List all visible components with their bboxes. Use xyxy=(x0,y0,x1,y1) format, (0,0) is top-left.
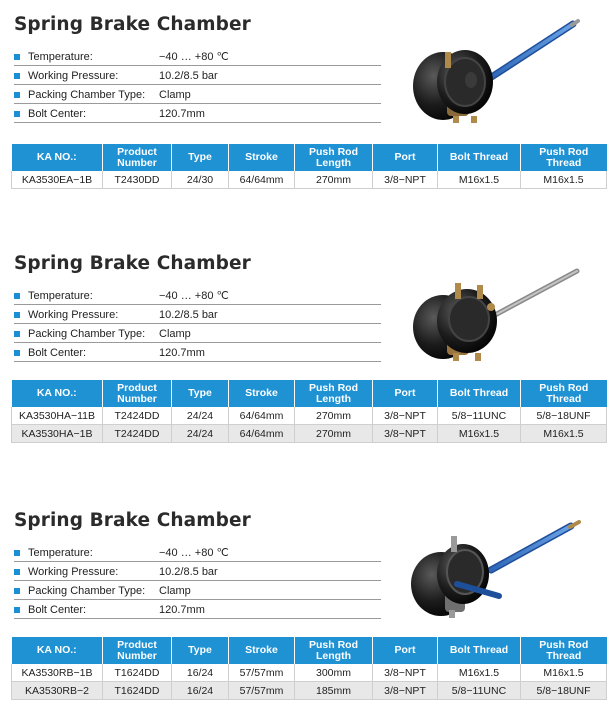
spec-table xyxy=(11,144,607,189)
spec-list xyxy=(14,49,381,125)
column-header: Product Number xyxy=(103,380,172,407)
square-bullet-icon xyxy=(14,588,20,594)
brake-chamber-photo xyxy=(395,512,605,620)
spec-label: Packing Chamber Type: xyxy=(28,89,146,101)
table-cell: 64/64mm xyxy=(229,425,295,443)
table-row xyxy=(12,171,607,189)
table-cell: M16x1.5 xyxy=(521,425,607,443)
table-header-row xyxy=(12,637,607,664)
spec-value: −40 … +80 ℃ xyxy=(159,290,229,302)
column-header: Push Rod Thread xyxy=(521,380,607,407)
column-header: Stroke xyxy=(229,144,295,171)
square-bullet-icon xyxy=(14,569,20,575)
column-header: Port xyxy=(373,380,438,407)
table-row xyxy=(12,407,607,425)
square-bullet-icon xyxy=(14,293,20,299)
table-cell: 3/8−NPT xyxy=(373,682,438,700)
spec-label: Packing Chamber Type: xyxy=(28,585,146,597)
column-header: Push Rod Length xyxy=(295,637,373,664)
table-cell: 3/8−NPT xyxy=(373,407,438,425)
table-cell: M16x1.5 xyxy=(438,425,521,443)
table-row xyxy=(12,425,607,443)
square-bullet-icon xyxy=(14,312,20,318)
spec-value: −40 … +80 ℃ xyxy=(159,547,229,559)
column-header: Type xyxy=(172,637,229,664)
spec-label: Bolt Center: xyxy=(28,604,87,616)
table-cell: KA3530RB−1B xyxy=(12,664,103,682)
table-cell: 64/64mm xyxy=(229,171,295,189)
column-header: Stroke xyxy=(229,380,295,407)
spec-row-bolt-center xyxy=(14,106,381,123)
table-cell: T2430DD xyxy=(103,171,172,189)
brake-chamber-photo xyxy=(395,255,605,363)
spec-row-working-pressure xyxy=(14,68,381,85)
square-bullet-icon xyxy=(14,350,20,356)
table-cell: 5/8−18UNF xyxy=(521,407,607,425)
column-header: Bolt Thread xyxy=(438,637,521,664)
spec-label: Temperature: xyxy=(28,51,93,63)
square-bullet-icon xyxy=(14,73,20,79)
spec-value: Clamp xyxy=(159,89,191,101)
square-bullet-icon xyxy=(14,111,20,117)
spec-list xyxy=(14,288,381,364)
column-header: Bolt Thread xyxy=(438,380,521,407)
square-bullet-icon xyxy=(14,550,20,556)
spec-label: Bolt Center: xyxy=(28,108,87,120)
table-cell: M16x1.5 xyxy=(438,171,521,189)
spec-label: Temperature: xyxy=(28,547,93,559)
table-cell: 16/24 xyxy=(172,682,229,700)
spec-value: 120.7mm xyxy=(159,604,205,616)
section-title: Spring Brake Chamber xyxy=(14,510,251,531)
table-cell: 64/64mm xyxy=(229,407,295,425)
column-header: Stroke xyxy=(229,637,295,664)
column-header: Bolt Thread xyxy=(438,144,521,171)
table-cell: 57/57mm xyxy=(229,682,295,700)
spec-value: −40 … +80 ℃ xyxy=(159,51,229,63)
spec-value: 120.7mm xyxy=(159,108,205,120)
table-cell: KA3530EA−1B xyxy=(12,171,103,189)
square-bullet-icon xyxy=(14,92,20,98)
table-cell: 24/30 xyxy=(172,171,229,189)
column-header: KA NO.: xyxy=(12,637,103,664)
spec-value: Clamp xyxy=(159,585,191,597)
table-row xyxy=(12,682,607,700)
table-cell: 5/8−18UNF xyxy=(521,682,607,700)
spec-value: 10.2/8.5 bar xyxy=(159,309,218,321)
table-cell: 57/57mm xyxy=(229,664,295,682)
column-header: Product Number xyxy=(103,144,172,171)
table-cell: KA3530HA−11B xyxy=(12,407,103,425)
spec-table xyxy=(11,380,607,443)
spec-value: Clamp xyxy=(159,328,191,340)
spec-row-temperature xyxy=(14,288,381,305)
table-cell: 270mm xyxy=(295,171,373,189)
spec-list xyxy=(14,545,381,621)
table-cell: 270mm xyxy=(295,407,373,425)
column-header: Push Rod Thread xyxy=(521,637,607,664)
table-cell: 3/8−NPT xyxy=(373,664,438,682)
table-cell: 24/24 xyxy=(172,425,229,443)
spec-value: 10.2/8.5 bar xyxy=(159,70,218,82)
section-title: Spring Brake Chamber xyxy=(14,14,251,35)
spec-label: Temperature: xyxy=(28,290,93,302)
table-cell: 185mm xyxy=(295,682,373,700)
column-header: Push Rod Length xyxy=(295,380,373,407)
table-cell: T1624DD xyxy=(103,664,172,682)
table-cell: 16/24 xyxy=(172,664,229,682)
spec-label: Working Pressure: xyxy=(28,309,119,321)
spec-label: Packing Chamber Type: xyxy=(28,328,146,340)
table-cell: 5/8−11UNC xyxy=(438,407,521,425)
square-bullet-icon xyxy=(14,54,20,60)
table-cell: 5/8−11UNC xyxy=(438,682,521,700)
spec-label: Working Pressure: xyxy=(28,566,119,578)
table-cell: T2424DD xyxy=(103,425,172,443)
spec-row-working-pressure xyxy=(14,307,381,324)
column-header: Push Rod Length xyxy=(295,144,373,171)
column-header: KA NO.: xyxy=(12,380,103,407)
table-cell: T2424DD xyxy=(103,407,172,425)
table-cell: KA3530HA−1B xyxy=(12,425,103,443)
spec-value: 120.7mm xyxy=(159,347,205,359)
spec-row-packing-chamber-type xyxy=(14,583,381,600)
table-header-row xyxy=(12,380,607,407)
table-row xyxy=(12,664,607,682)
spec-row-temperature xyxy=(14,49,381,66)
spec-label: Working Pressure: xyxy=(28,70,119,82)
table-cell: KA3530RB−2 xyxy=(12,682,103,700)
column-header: KA NO.: xyxy=(12,144,103,171)
table-cell: M16x1.5 xyxy=(438,664,521,682)
table-header-row xyxy=(12,144,607,171)
square-bullet-icon xyxy=(14,607,20,613)
spec-value: 10.2/8.5 bar xyxy=(159,566,218,578)
table-cell: 3/8−NPT xyxy=(373,425,438,443)
table-cell: 270mm xyxy=(295,425,373,443)
spec-row-bolt-center xyxy=(14,345,381,362)
table-cell: M16x1.5 xyxy=(521,171,607,189)
square-bullet-icon xyxy=(14,331,20,337)
table-cell: 3/8−NPT xyxy=(373,171,438,189)
column-header: Type xyxy=(172,144,229,171)
spec-label: Bolt Center: xyxy=(28,347,87,359)
section-title: Spring Brake Chamber xyxy=(14,253,251,274)
column-header: Type xyxy=(172,380,229,407)
table-cell: 24/24 xyxy=(172,407,229,425)
table-cell: 300mm xyxy=(295,664,373,682)
spec-row-bolt-center xyxy=(14,602,381,619)
table-cell: M16x1.5 xyxy=(521,664,607,682)
brake-chamber-photo xyxy=(395,16,605,124)
spec-row-working-pressure xyxy=(14,564,381,581)
spec-row-temperature xyxy=(14,545,381,562)
column-header: Push Rod Thread xyxy=(521,144,607,171)
table-cell: T1624DD xyxy=(103,682,172,700)
spec-table xyxy=(11,637,607,700)
spec-row-packing-chamber-type xyxy=(14,326,381,343)
column-header: Product Number xyxy=(103,637,172,664)
spec-row-packing-chamber-type xyxy=(14,87,381,104)
column-header: Port xyxy=(373,144,438,171)
column-header: Port xyxy=(373,637,438,664)
